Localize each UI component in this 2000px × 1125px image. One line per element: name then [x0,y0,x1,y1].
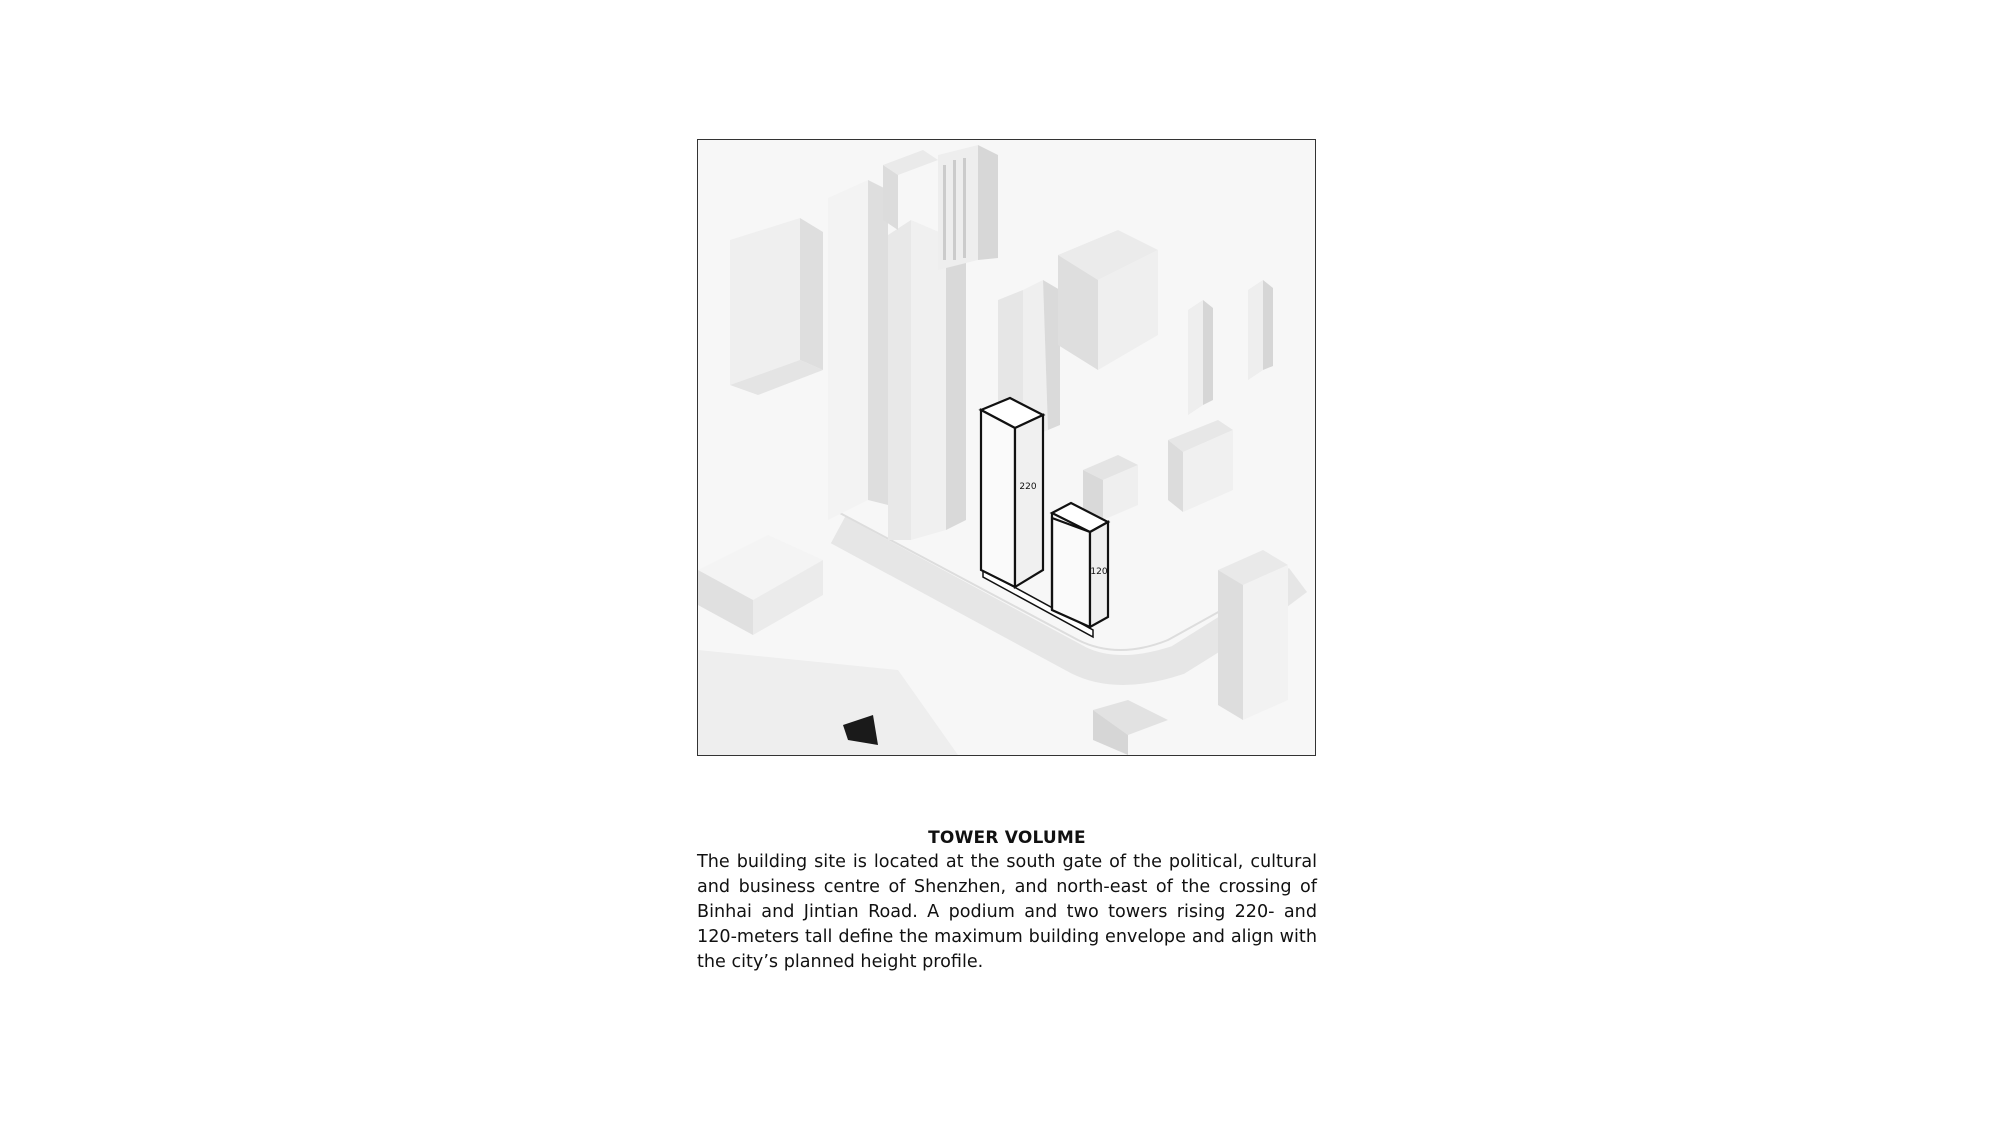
caption-body: The building site is located at the south gate of the political, cultural and business centre of Shenzhen, and north-east of the crossing of Binhai and Jintian Road. A podium and two towers rising 220- and 120-meters tall define the maximum building envelope and align with the city’s planned height profile. [697,852,1317,972]
tower-220-face-left [981,410,1015,587]
massing-model [698,140,1315,755]
context-building [938,145,998,270]
tower-220-label: 220 [1019,482,1037,492]
tower-220-face-right [1015,415,1043,587]
context-building [828,180,888,520]
context-building [730,218,823,395]
context-building [1218,550,1288,720]
caption-title: TOWER VOLUME [928,828,1086,848]
context-building [888,220,966,540]
tower-120-label: 120 [1090,567,1108,577]
tower-120-face-left [1052,518,1090,627]
caption-block [697,828,1317,975]
axonometric-diagram [697,139,1316,756]
